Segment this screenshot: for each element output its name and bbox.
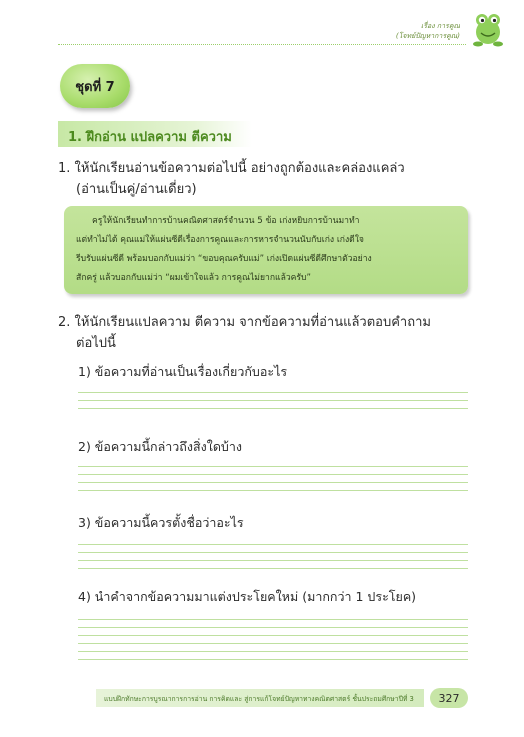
subquestion-1: 1) ข้อความที่อ่านเป็นเรื่องเกี่ยวกับอะไร [78, 364, 288, 379]
answer-line[interactable] [78, 627, 468, 628]
subquestion-4: 4) นำคำจากข้อความมาแต่งประโยคใหม่ (มากกว่า 1 ประโยค) [78, 589, 417, 604]
subquestion-3: 3) ข้อความนี้ควรตั้งชื่อว่าอะไร [78, 515, 244, 530]
answer-line[interactable] [78, 400, 468, 401]
answer-line[interactable] [78, 568, 468, 569]
section-title: 1. ฝึกอ่าน แปลความ ตีความ [68, 130, 232, 145]
answer-line[interactable] [78, 482, 468, 483]
answer-line[interactable] [78, 659, 468, 660]
page-number: 327 [430, 688, 468, 708]
passage-line: แต่ทำไม่ได้ คุณแม่ให้แผ่นซีดีเรื่องการคูณและการหารจำนวนนับกับเก่ง เก่งดีใจ [76, 235, 364, 245]
answer-line[interactable] [78, 619, 468, 620]
passage-line: รีบรับแผ่นซีดี พร้อมบอกกับแม่ว่า “ขอบคุณครับแม่” เก่งเปิดแผ่นซีดีศึกษาตัวอย่าง [76, 254, 372, 264]
answer-line[interactable] [78, 466, 468, 467]
header-divider [58, 44, 466, 45]
passage-line: สักครู่ แล้วบอกกับแม่ว่า “ผมเข้าใจแล้ว การคูณไม่ยากแล้วครับ” [76, 273, 311, 283]
answer-line[interactable] [78, 392, 468, 393]
answer-line[interactable] [78, 643, 468, 644]
frog-mascot-icon [470, 8, 506, 48]
question-1-line-2: (อ่านเป็นคู่/อ่านเดี่ยว) [76, 182, 197, 197]
set-badge: ชุดที่ 7 [60, 64, 130, 108]
answer-line[interactable] [78, 474, 468, 475]
passage-line: ครูให้นักเรียนทำการบ้านคณิตศาสตร์จำนวน 5 ข้อ เก่งหยิบการบ้านมาทำ [92, 216, 360, 226]
answer-line[interactable] [78, 635, 468, 636]
footer-text: แบบฝึกทักษะการบูรณาการการอ่าน การคิดและ สู่การแก้โจทย์ปัญหาทางคณิตศาสตร์ ชั้นประถมศึกษาปีที่ 3 [104, 695, 414, 703]
question-2-line-1: 2. ให้นักเรียนแปลความ ตีความ จากข้อความที่อ่านแล้วตอบคำถาม [58, 315, 431, 330]
question-1-line-1: 1. ให้นักเรียนอ่านข้อความต่อไปนี้ อย่างถูกต้องและคล่องแคล่ว [58, 161, 405, 176]
reading-passage [76, 212, 460, 288]
answer-line[interactable] [78, 651, 468, 652]
header-topic: เรื่อง การคูณ [420, 22, 460, 30]
answer-line[interactable] [78, 490, 468, 491]
answer-line[interactable] [78, 560, 468, 561]
subquestion-2: 2) ข้อความนี้กล่าวถึงสิ่งใดบ้าง [78, 439, 242, 454]
header-subtopic: (โจทย์ปัญหาการคูณ) [395, 32, 460, 40]
question-2-line-2: ต่อไปนี้ [76, 336, 116, 351]
answer-line[interactable] [78, 552, 468, 553]
answer-line[interactable] [78, 544, 468, 545]
answer-line[interactable] [78, 408, 468, 409]
